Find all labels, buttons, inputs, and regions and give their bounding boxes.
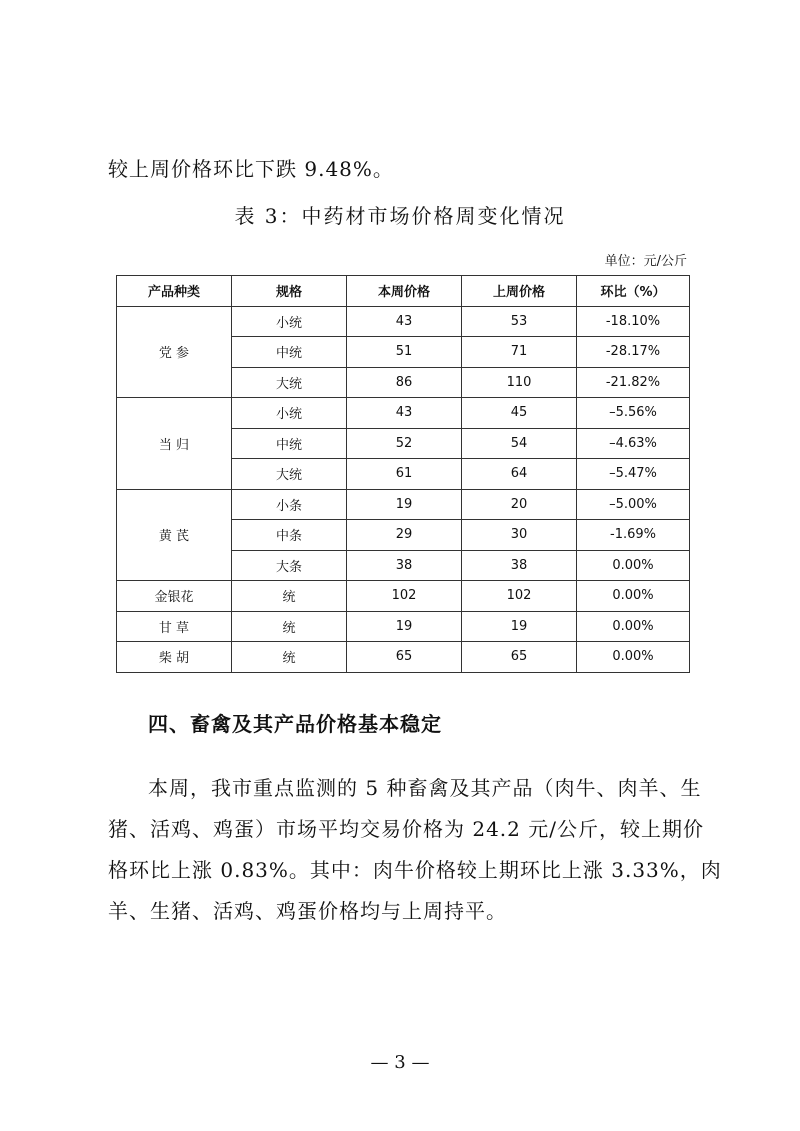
page-number: — 3 — xyxy=(370,1052,430,1073)
table-row xyxy=(117,306,690,337)
last-week-cell: 64 xyxy=(462,459,577,490)
change-cell: -28.17% xyxy=(577,337,690,368)
header-this-week: 本周价格 xyxy=(347,276,462,307)
this-week-cell: 102 xyxy=(347,581,462,612)
change-cell: -21.82% xyxy=(577,367,690,398)
change-cell: 0.00% xyxy=(577,581,690,612)
table-caption: 表 3：中药材市场价格周变化情况 xyxy=(234,204,566,228)
spec-cell: 中条 xyxy=(232,520,347,551)
category-cell: 当 归 xyxy=(117,398,232,490)
spec-cell: 大统 xyxy=(232,367,347,398)
spec-cell: 小条 xyxy=(232,489,347,520)
this-week-cell: 52 xyxy=(347,428,462,459)
spec-cell: 中统 xyxy=(232,428,347,459)
body-line: 格环比上涨 0.83%。其中：肉牛价格较上期环比上涨 3.33%，肉 xyxy=(108,858,722,882)
last-week-cell: 19 xyxy=(462,611,577,642)
last-week-cell: 45 xyxy=(462,398,577,429)
last-week-cell: 102 xyxy=(462,581,577,612)
header-change: 环比（%） xyxy=(577,276,690,307)
last-week-cell: 53 xyxy=(462,306,577,337)
last-week-cell: 110 xyxy=(462,367,577,398)
last-week-cell: 20 xyxy=(462,489,577,520)
change-cell: –4.63% xyxy=(577,428,690,459)
this-week-cell: 19 xyxy=(347,489,462,520)
table-row xyxy=(117,642,690,673)
last-week-cell: 71 xyxy=(462,337,577,368)
spec-cell: 小统 xyxy=(232,306,347,337)
body-line: 本周，我市重点监测的 5 种畜禽及其产品（肉牛、肉羊、生 xyxy=(148,776,702,800)
this-week-cell: 51 xyxy=(347,337,462,368)
price-table xyxy=(116,275,690,673)
change-cell: 0.00% xyxy=(577,611,690,642)
this-week-cell: 65 xyxy=(347,642,462,673)
spec-cell: 统 xyxy=(232,642,347,673)
last-week-cell: 38 xyxy=(462,550,577,581)
this-week-cell: 43 xyxy=(347,398,462,429)
change-cell: –5.47% xyxy=(577,459,690,490)
spec-cell: 统 xyxy=(232,611,347,642)
this-week-cell: 61 xyxy=(347,459,462,490)
last-week-cell: 54 xyxy=(462,428,577,459)
this-week-cell: 19 xyxy=(347,611,462,642)
intro-line: 较上周价格环比下跌 9.48%。 xyxy=(108,157,394,181)
category-cell: 金银花 xyxy=(117,581,232,612)
category-cell: 黄 芪 xyxy=(117,489,232,581)
this-week-cell: 86 xyxy=(347,367,462,398)
table-row xyxy=(117,611,690,642)
change-cell: -1.69% xyxy=(577,520,690,551)
change-cell: 0.00% xyxy=(577,550,690,581)
body-paragraph xyxy=(108,768,722,932)
table-header-row xyxy=(117,276,690,307)
body-line: 羊、生猪、活鸡、鸡蛋价格均与上周持平。 xyxy=(108,899,507,923)
table-row xyxy=(117,398,690,429)
last-week-cell: 65 xyxy=(462,642,577,673)
change-cell: 0.00% xyxy=(577,642,690,673)
body-line: 猪、活鸡、鸡蛋）市场平均交易价格为 24.2 元/公斤，较上期价 xyxy=(108,817,704,841)
header-spec: 规格 xyxy=(232,276,347,307)
change-cell: –5.56% xyxy=(577,398,690,429)
unit-note: 单位：元/公斤 xyxy=(604,254,687,269)
spec-cell: 小统 xyxy=(232,398,347,429)
table-row xyxy=(117,581,690,612)
last-week-cell: 30 xyxy=(462,520,577,551)
change-cell: -18.10% xyxy=(577,306,690,337)
spec-cell: 大统 xyxy=(232,459,347,490)
category-cell: 柴 胡 xyxy=(117,642,232,673)
spec-cell: 大条 xyxy=(232,550,347,581)
this-week-cell: 38 xyxy=(347,550,462,581)
this-week-cell: 43 xyxy=(347,306,462,337)
this-week-cell: 29 xyxy=(347,520,462,551)
table-row xyxy=(117,489,690,520)
spec-cell: 统 xyxy=(232,581,347,612)
header-category: 产品种类 xyxy=(117,276,232,307)
change-cell: –5.00% xyxy=(577,489,690,520)
category-cell: 甘 草 xyxy=(117,611,232,642)
header-last-week: 上周价格 xyxy=(462,276,577,307)
spec-cell: 中统 xyxy=(232,337,347,368)
section-heading: 四、畜禽及其产品价格基本稳定 xyxy=(148,712,442,736)
category-cell: 党 参 xyxy=(117,306,232,398)
